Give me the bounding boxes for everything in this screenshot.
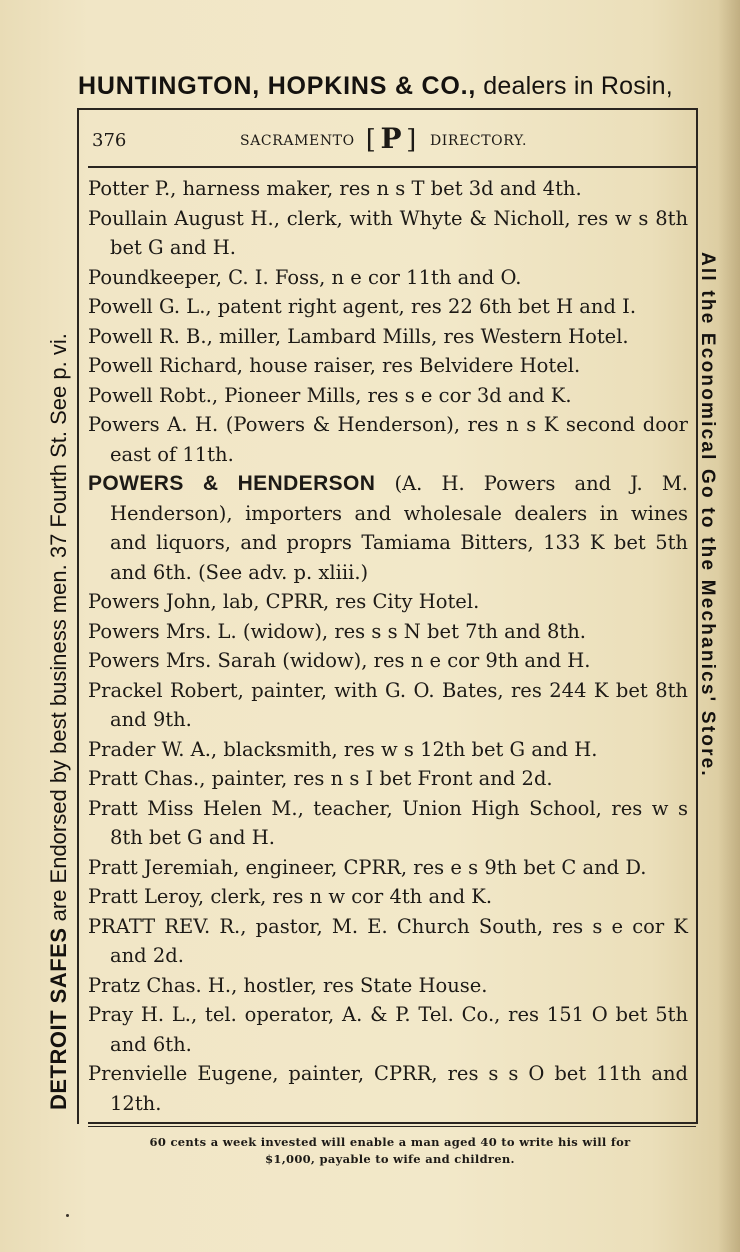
directory-entry: Pratz Chas. H., hostler, res State House. xyxy=(88,973,488,997)
page-number: 376 xyxy=(92,130,127,151)
directory-entry: Prader W. A., blacksmith, res w s 12th bet G and H. xyxy=(88,737,598,761)
frame-bottom-rule xyxy=(88,1122,696,1124)
directory-entry: Powell Robt., Pioneer Mills, res s e cor 3d and K. xyxy=(88,383,572,407)
directory-title xyxy=(240,122,527,155)
directory-entry: Pray H. L., tel. operator, A. & P. Tel. Co., res 151 O bet 5th and 6th. xyxy=(88,1003,688,1056)
directory-entry: Pratt Leroy, clerk, res n w cor 4th and K. xyxy=(88,885,493,908)
head-separator-rule xyxy=(88,166,696,168)
featured-firm-details: (A. H. Powers and J. M. Henderson), importers and wholesale dealers in wines and liquors, and proprs Tamiama Bitters, 133 K bet 5th and 6th. (See adv. p. xliii.) xyxy=(110,472,688,584)
city-name: SACRAMENTO xyxy=(240,133,355,149)
directory-entry: Powers John, lab, CPRR, res City Hotel. xyxy=(88,590,480,613)
directory-entry: Poullain August H., clerk, with Whyte & Nicholl, res w s 8th bet G and H. xyxy=(88,206,688,259)
section-letter: P xyxy=(380,122,403,155)
directory-entry-featured xyxy=(88,469,688,587)
paper-speck xyxy=(66,1214,69,1217)
frame-top-rule xyxy=(77,108,697,110)
right-margin-advertisement: All the Economical Go to the Mechanics' Store. xyxy=(697,252,718,778)
directory-entry: Powers A. H. (Powers & Henderson), res n s K second door east of 11th. xyxy=(88,413,688,466)
directory-entry: Poundkeeper, C. I. Foss, n e cor 11th and O. xyxy=(88,265,522,289)
directory-entry: Prenvielle Eugene, painter, CPRR, res s s O bet 11th and 12th. xyxy=(88,1062,688,1115)
footer-ad-line-1: 60 cents a week invested will enable a man aged 40 to write his will for xyxy=(149,1135,631,1149)
footer-ad-line-2: $1,000, payable to wife and children. xyxy=(265,1152,515,1166)
left-ad-text: are Endorsed by best business men. 37 Fourth St. See p. vi. xyxy=(46,333,71,928)
directory-entry: Powell G. L., patent right agent, res 22 6th bet H and I. xyxy=(88,295,637,318)
directory-entry: Pratt Miss Helen M., teacher, Union High School, res w s 8th bet G and H. xyxy=(88,796,688,849)
header-ad-text: dealers in Rosin, xyxy=(476,72,673,100)
directory-entry: Pratt Jeremiah, engineer, CPRR, res e s 9th bet C and D. xyxy=(88,855,647,879)
page-edge-shadow xyxy=(718,0,740,1252)
directory-entry: Prackel Robert, painter, with G. O. Bates, res 244 K bet 8th and 9th. xyxy=(88,678,688,731)
running-head xyxy=(90,122,690,162)
footer-advertisement xyxy=(80,1134,700,1168)
bracket-open: [ xyxy=(365,125,377,155)
featured-firm-name: POWERS & HENDERSON xyxy=(88,472,376,495)
directory-entry: Pratt Chas., painter, res n s I bet Front and 2d. xyxy=(88,767,553,790)
directory-entry: Potter P., harness maker, res n s T bet 3d and 4th. xyxy=(88,177,582,200)
directory-entry: Powers Mrs. L. (widow), res s s N bet 7th and 8th. xyxy=(88,619,586,643)
frame-left-rule xyxy=(77,108,79,1124)
directory-entry: Powell Richard, house raiser, res Belvidere Hotel. xyxy=(88,354,581,377)
directory-entry: Powell R. B., miller, Lambard Mills, res Western Hotel. xyxy=(88,324,629,348)
left-ad-brand: DETROIT SAFES xyxy=(46,927,71,1110)
header-advertisement xyxy=(78,72,718,101)
header-firm-name: HUNTINGTON, HOPKINS & CO., xyxy=(78,72,477,100)
directory-entries xyxy=(88,174,688,1118)
directory-word: DIRECTORY. xyxy=(429,133,528,149)
frame-bottom-rule-2 xyxy=(88,1126,696,1127)
left-margin-advertisement xyxy=(46,333,72,1110)
directory-entry: Powers Mrs. Sarah (widow), res n e cor 9th and H. xyxy=(88,649,591,672)
bracket-close: ] xyxy=(406,125,417,155)
directory-entry: PRATT REV. R., pastor, M. E. Church South, res s e cor K and 2d. xyxy=(88,914,688,967)
